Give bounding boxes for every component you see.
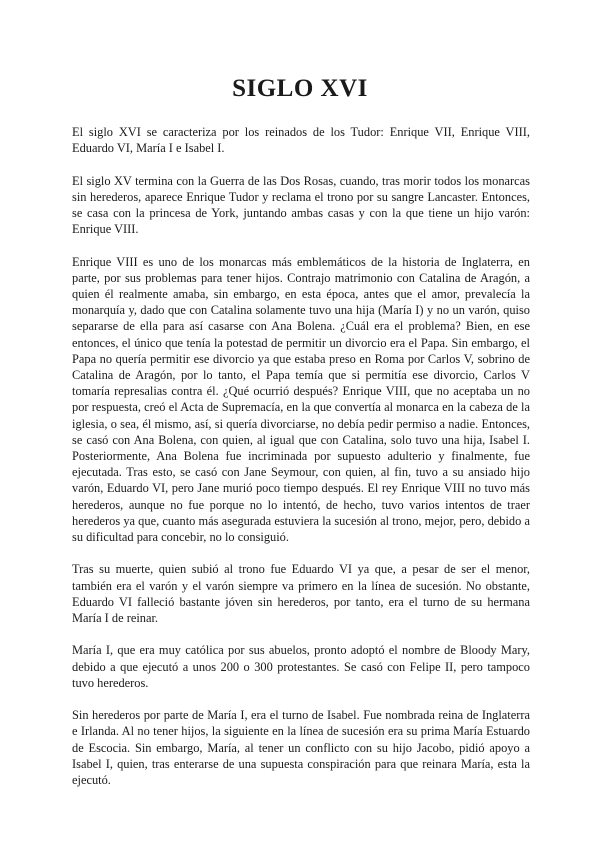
paragraph-intro: El siglo XVI se caracteriza por los reinados de los Tudor: Enrique VII, Enrique VIII, Eduardo VI, María I e Isabel I.: [72, 125, 530, 156]
paragraph-maria-i: María I, que era muy católica por sus abuelos, pronto adoptó el nombre de Bloody Mary, debido a que ejecutó a unos 200 o 300 protestantes. Se casó con Felipe II, pero tampoco tuvo herederos.: [72, 643, 530, 690]
paragraph-isabel-i: Sin herederos por parte de María I, era el turno de Isabel. Fue nombrada reina de Inglaterra e Irlanda. Al no tener hijos, la siguiente en la línea de sucesión era su prima María Estuardo de Escocia. Sin embargo, María, al tener un conflicto con su hijo Jacobo, pidió apoyo a Isabel I, quien, tras enterarse de una supuesta conspiración para que reinara María, esta la ejecutó.: [72, 708, 530, 788]
paragraph-siglo-xv: El siglo XV termina con la Guerra de las Dos Rosas, cuando, tras morir todos los monarcas sin herederos, aparece Enrique Tudor y reclama el trono por su sangre Lancaster. Entonces, se casa con la princesa de York, juntando ambas casas y con la que tiene un hijo varón: Enrique VIII.: [72, 173, 530, 237]
page-title: SIGLO XVI: [232, 75, 368, 102]
document-body: [72, 124, 530, 804]
paragraph-enrique-viii: Enrique VIII es uno de los monarcas más emblemáticos de la historia de Inglaterra, en parte, por sus problemas para tener hijos. Contrajo matrimonio con Catalina de Aragón, a quien él realmente amaba, sin embargo, en esta época, antes que el amor, prevalecía la monarquía y, dado que con Catalina solamente tuvo una hija (María I) y no un varón, quiso separarse de ella para así casarse con Ana Bolena. ¿Cuál era el problema? Bien, en ese entonces, el único que tenía la potestad de permitir un divorcio era el Papa. Sin embargo, el Papa no quería permitir ese divorcio ya que estaba preso en Roma por Carlos V, sobrino de Catalina de Aragón, por lo tanto, el Papa temía que si permitía ese divorcio, Carlos V tomaría represalias contra él. ¿Qué ocurrió después? Enrique VIII, que no aceptaba un no por respuesta, creó el Acta de Supremacía, en la que convertía al monarca en la cabeza de la iglesia, o sea, él mismo, así, si quería divorciarse, no debía pedir permiso a nadie. Entonces, se casó con Ana Bolena, con quien, al igual que con Catalina, solo tuvo una hija, Isabel I. Posteriormente, Ana Bolena fue incriminada por supuesto adulterio y finalmente, fue ejecutada. Tras esto, se casó con Jane Seymour, con quien, al fin, tuvo a su ansiado hijo varón, Eduardo VI, pero Jane murió poco tiempo después. El rey Enrique VIII no tuvo más herederos, aunque no fue porque no lo intentó, de hecho, tuvo varios intentos de traer herederos ya que, cuanto más asegurada estuviera la sucesión al trono, mejor, pero, debido a su dificultad para concebir, no lo consiguió.: [72, 254, 530, 545]
paragraph-eduardo-vi: Tras su muerte, quien subió al trono fue Eduardo VI ya que, a pesar de ser el menor, también era el varón y el varón siempre va primero en la línea de sucesión. No obstante, Eduardo VI falleció bastante jóven sin herederos, por tanto, era el turno de su hermana María I de reinar.: [72, 562, 530, 626]
